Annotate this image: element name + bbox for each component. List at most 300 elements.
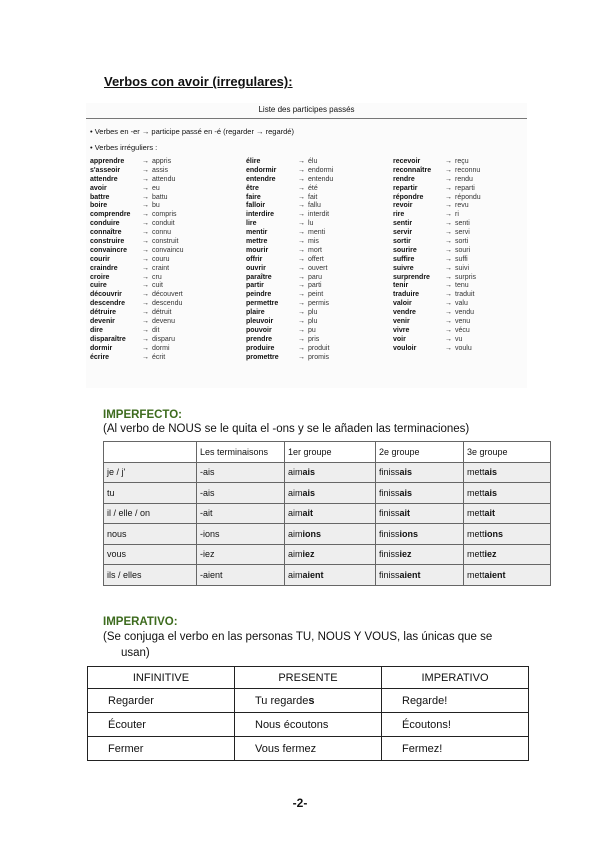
imperativo-table [87,666,529,761]
verb-infinitive: sourire [393,246,417,254]
table-row [88,713,529,737]
verb-infinitive: offrir [246,255,263,263]
past-participle: suffi [455,255,468,263]
list-item [393,265,481,274]
list-item [393,158,481,167]
arrow-icon: → [142,193,149,201]
table-row [104,544,551,565]
list-item [246,167,333,176]
verb-infinitive: entendre [246,175,276,183]
arrow-icon: → [298,300,305,308]
verb-infinitive: voir [393,335,406,343]
divider [86,118,527,119]
verb-infinitive: écrire [90,353,110,361]
infinitive: Regarder [108,694,154,707]
arrow-icon: → [298,344,305,352]
page-number: -2- [292,796,308,810]
arrow-icon: → [298,193,305,201]
past-participle: voulu [455,344,472,352]
past-participle: fait [308,193,318,201]
arrow-icon: → [298,202,305,210]
arrow-icon: → [142,229,149,237]
list-item [246,309,333,318]
past-participle: pu [308,326,316,334]
past-participle: lu [308,220,314,228]
table-cell [464,483,551,504]
list-item [246,354,333,363]
verb-infinitive: surprendre [393,273,430,281]
table-cell [197,544,285,565]
past-participle: vu [455,335,463,343]
table-cell [197,483,285,504]
list-item [393,336,481,345]
verb-infinitive: sortir [393,238,411,246]
past-participle: compris [152,211,177,219]
header-cell [104,442,197,463]
list-item [246,220,333,229]
imperfecto-table [103,441,551,586]
arrow-icon: → [298,166,305,174]
list-item [246,265,333,274]
verb-infinitive: lire [246,220,257,228]
past-participle: entendu [308,175,334,183]
verb-infinitive: tenir [393,282,409,290]
verb-infinitive: promettre [246,353,279,361]
arrow-icon: → [142,300,149,308]
table-cell [235,713,382,737]
table-cell [464,565,551,586]
table-cell [376,483,464,504]
ending-bold: ais [484,467,498,478]
arrow-icon: → [445,344,452,352]
arrow-icon: → [142,264,149,272]
table-row [104,483,551,504]
ending-bold: ions [302,528,322,539]
arrow-icon: → [142,326,149,334]
past-participle: découvert [152,291,183,299]
arrow-icon: → [142,309,149,317]
past-participle: parti [308,282,322,290]
verb-infinitive: ouvrir [246,264,266,272]
past-participle: dit [152,326,160,334]
header-cell: 1er groupe [285,442,376,463]
infinitive: Fermer [108,742,144,755]
participes-column-2 [246,158,333,362]
verb-infinitive: interdire [246,211,275,219]
arrow-icon: → [445,291,452,299]
list-item [393,291,481,300]
arrow-icon: → [298,309,305,317]
list-item [246,327,333,336]
arrow-icon: → [445,220,452,228]
list-item [393,282,481,291]
stem: mett [467,549,485,560]
list-item [246,202,333,211]
past-participle: dormi [152,344,170,352]
list-item [90,229,184,238]
verb-infinitive: paraître [246,273,272,281]
list-item [90,300,184,309]
verb-infinitive: valoir [393,300,412,308]
list-item [90,220,184,229]
past-participle: paru [308,273,323,281]
past-participle: construit [152,238,179,246]
table-row [88,737,529,761]
verb-infinitive: élire [246,158,261,165]
participes-column-3 [393,158,481,354]
list-item [393,185,481,194]
table-cell [376,544,464,565]
arrow-icon: → [445,202,452,210]
list-item [90,256,184,265]
past-participle: valu [455,300,468,308]
ending-bold: iez [399,549,412,560]
verb-infinitive: comprendre [90,211,131,219]
past-participle: convaincu [152,246,184,254]
table-cell [104,524,197,545]
verb-infinitive: descendre [90,300,126,308]
list-item [246,256,333,265]
imperativo-title: IMPERATIVO: [103,616,178,628]
list-item [393,345,481,354]
ending-bold: aient [399,569,421,580]
past-participle: produit [308,344,330,352]
imperative: Fermez! [402,742,443,755]
ending-bold: ait [399,508,411,519]
rule-er: • Verbes en -er → participe passé en -é (regarder → regardé) [90,127,294,136]
past-participle: servi [455,229,470,237]
stem: aim [288,549,303,560]
arrow-icon: → [445,300,452,308]
verb-infinitive: revoir [393,202,413,210]
arrow-icon: → [142,291,149,299]
list-item [393,256,481,265]
ending-bold: ions [484,528,504,539]
arrow-icon: → [142,220,149,228]
list-item [90,238,184,247]
list-item [246,336,333,345]
list-item [393,167,481,176]
ending: -ions [200,528,220,539]
past-participle: reconnu [455,166,481,174]
verb-infinitive: peindre [246,291,272,299]
table-cell [104,565,197,586]
arrow-icon: → [142,184,149,192]
past-participle: plu [308,318,318,326]
arrow-icon: → [142,166,149,174]
header-cell: Les terminaisons [197,442,285,463]
arrow-icon: → [142,353,149,361]
list-item [246,274,333,283]
past-participle: suivi [455,264,470,272]
table-row [104,462,551,483]
past-participle: mort [308,246,322,254]
list-item [246,345,333,354]
past-participle: attendu [152,175,176,183]
ending-bold: s [308,694,315,707]
verb-infinitive: convaincre [90,246,127,254]
arrow-icon: → [298,318,305,326]
verb-infinitive: suffire [393,255,415,263]
list-item [393,194,481,203]
verb-infinitive: vouloir [393,344,417,352]
table-cell [376,524,464,545]
arrow-icon: → [298,282,305,290]
past-participle: fallu [308,202,321,210]
arrow-icon: → [142,158,149,165]
verb-infinitive: cuire [90,282,107,290]
table-cell [197,524,285,545]
table-cell [464,524,551,545]
verb-infinitive: pleuvoir [246,318,274,326]
past-participle: endormi [308,166,334,174]
stem: finiss [379,467,400,478]
table-cell [382,689,529,713]
list-item [90,318,184,327]
list-item [90,194,184,203]
verb-infinitive: mourir [246,246,269,254]
list-item [90,327,184,336]
list-item [393,274,481,283]
header-cell: PRESENTE [235,667,382,689]
ending-bold: ais [302,467,316,478]
verb-infinitive: plaire [246,309,265,317]
past-participle: répondu [455,193,481,201]
header-cell: IMPERATIVO [382,667,529,689]
verb-infinitive: dire [90,326,103,334]
person: je / j' [107,467,126,478]
header-cell: 2e groupe [376,442,464,463]
arrow-icon: → [445,229,452,237]
table-cell [382,713,529,737]
table-cell [88,713,235,737]
table-cell [464,462,551,483]
arrow-icon: → [142,255,149,263]
table-row [104,503,551,524]
table-cell [376,462,464,483]
past-participle: traduit [455,291,475,299]
list-item [246,194,333,203]
past-participle: vécu [455,326,470,334]
table-cell [104,483,197,504]
arrow-icon: → [142,175,149,183]
past-participle: craint [152,264,170,272]
past-participle: peint [308,291,324,299]
list-item [90,291,184,300]
table-cell [285,462,376,483]
table-cell [235,689,382,713]
past-participle: venu [455,318,471,326]
imperativo-note-1: (Se conjuga el verbo en las personas TU, NOUS Y VOUS, las únicas que se [103,631,493,643]
ending-bold: aient [302,569,324,580]
imperative: Écoutons! [402,718,451,731]
verb-infinitive: venir [393,318,410,326]
past-participle: cuit [152,282,163,290]
table-cell [285,565,376,586]
table-cell [382,737,529,761]
list-item [393,309,481,318]
past-participle: souri [455,246,471,254]
arrow-icon: → [298,291,305,299]
list-item [246,238,333,247]
past-participle: connu [152,229,172,237]
imperativo-note-2: usan) [121,647,150,659]
list-item [90,345,184,354]
arrow-icon: → [445,166,452,174]
list-item [90,336,184,345]
verb-infinitive: vendre [393,309,416,317]
ending: -ais [200,487,215,498]
table-cell [104,544,197,565]
past-participle: appris [152,158,172,165]
verb-infinitive: sentir [393,220,413,228]
list-item [90,274,184,283]
past-participle: descendu [152,300,183,308]
verb-infinitive: boire [90,202,108,210]
list-item [393,211,481,220]
arrow-icon: → [298,220,305,228]
past-participle: revu [455,202,469,210]
past-participle: couru [152,255,170,263]
verb-infinitive: servir [393,229,413,237]
ending: -iez [200,549,215,560]
verb-infinitive: répondre [393,193,424,201]
list-item [393,238,481,247]
past-participle: reçu [455,158,469,165]
stem: mett [467,508,485,519]
ending: -ait [200,508,213,519]
arrow-icon: → [445,309,452,317]
past-participle: reparti [455,184,475,192]
stem: aim [288,528,303,539]
verb-infinitive: traduire [393,291,420,299]
stem: finiss [379,569,400,580]
stem: aim [288,467,303,478]
list-item [393,202,481,211]
list-item [90,176,184,185]
past-participle: promis [308,353,330,361]
arrow-icon: → [298,353,305,361]
ending-bold: ais [302,487,316,498]
imperfecto-note: (Al verbo de NOUS se le quita el -ons y se le añaden las terminaciones) [103,423,470,435]
table-cell [285,503,376,524]
verb-infinitive: falloir [246,202,266,210]
person: vous [107,549,127,560]
past-participle: tenu [455,282,469,290]
verb-infinitive: endormir [246,166,277,174]
table-cell [464,544,551,565]
past-participle: sorti [455,238,469,246]
past-participle: plu [308,309,318,317]
past-participle: ri [455,211,459,219]
table-cell [197,462,285,483]
arrow-icon: → [445,318,452,326]
arrow-icon: → [445,238,452,246]
past-participle: menti [308,229,326,237]
verb-infinitive: vivre [393,326,410,334]
stem: mett [467,528,485,539]
arrow-icon: → [298,255,305,263]
table-row [104,565,551,586]
list-item [90,202,184,211]
table-cell [235,737,382,761]
arrow-icon: → [445,264,452,272]
list-item [246,229,333,238]
ending-bold: iez [302,549,315,560]
arrow-icon: → [445,335,452,343]
past-participle: mis [308,238,319,246]
past-participle: eu [152,184,160,192]
ending: -aient [200,569,223,580]
arrow-icon: → [445,326,452,334]
verb-infinitive: suivre [393,264,414,272]
table-cell [197,565,285,586]
list-item [246,185,333,194]
ending-bold: ais [399,487,413,498]
verb-infinitive: croire [90,273,110,281]
participes-column-1 [90,158,184,362]
past-participle: offert [308,255,324,263]
verb-infinitive: construire [90,238,125,246]
verb-infinitive: reconnaître [393,166,432,174]
ending-bold: ais [399,467,413,478]
verb-infinitive: avoir [90,184,107,192]
list-item [393,318,481,327]
past-participle: détruit [152,309,172,317]
list-item [90,211,184,220]
list-item [246,282,333,291]
ending-bold: aient [484,569,506,580]
past-participle: assis [152,166,168,174]
person: il / elle / on [107,508,151,519]
header-cell: INFINITIVE [88,667,235,689]
list-item [393,220,481,229]
stem: finiss [379,528,400,539]
verb-infinitive: permettre [246,300,279,308]
list-item [393,176,481,185]
past-participle: cru [152,273,162,281]
verb-infinitive: partir [246,282,264,290]
arrow-icon: → [445,175,452,183]
verb-infinitive: détruire [90,309,117,317]
past-participle: disparu [152,335,175,343]
arrow-icon: → [298,246,305,254]
past-participle: interdit [308,211,330,219]
verb-infinitive: mentir [246,229,268,237]
arrow-icon: → [298,158,305,165]
ending-bold: ions [399,528,419,539]
arrow-icon: → [445,273,452,281]
past-participle: conduit [152,220,175,228]
person: nous [107,528,127,539]
arrow-icon: → [445,246,452,254]
table-cell [104,503,197,524]
past-participle: ouvert [308,264,328,272]
arrow-icon: → [142,282,149,290]
verb-infinitive: conduire [90,220,120,228]
verb-infinitive: devenir [90,318,115,326]
imperative: Regarde! [402,694,448,707]
ending: -ais [200,467,215,478]
arrow-icon: → [298,326,305,334]
ending-bold: iez [484,549,497,560]
list-item [90,158,184,167]
person: tu [107,487,115,498]
imperfecto-title: IMPERFECTO: [103,409,183,421]
ending-bold: ait [484,508,496,519]
rule-irregular: • Verbes irréguliers : [90,143,158,152]
verb-infinitive: recevoir [393,158,421,165]
